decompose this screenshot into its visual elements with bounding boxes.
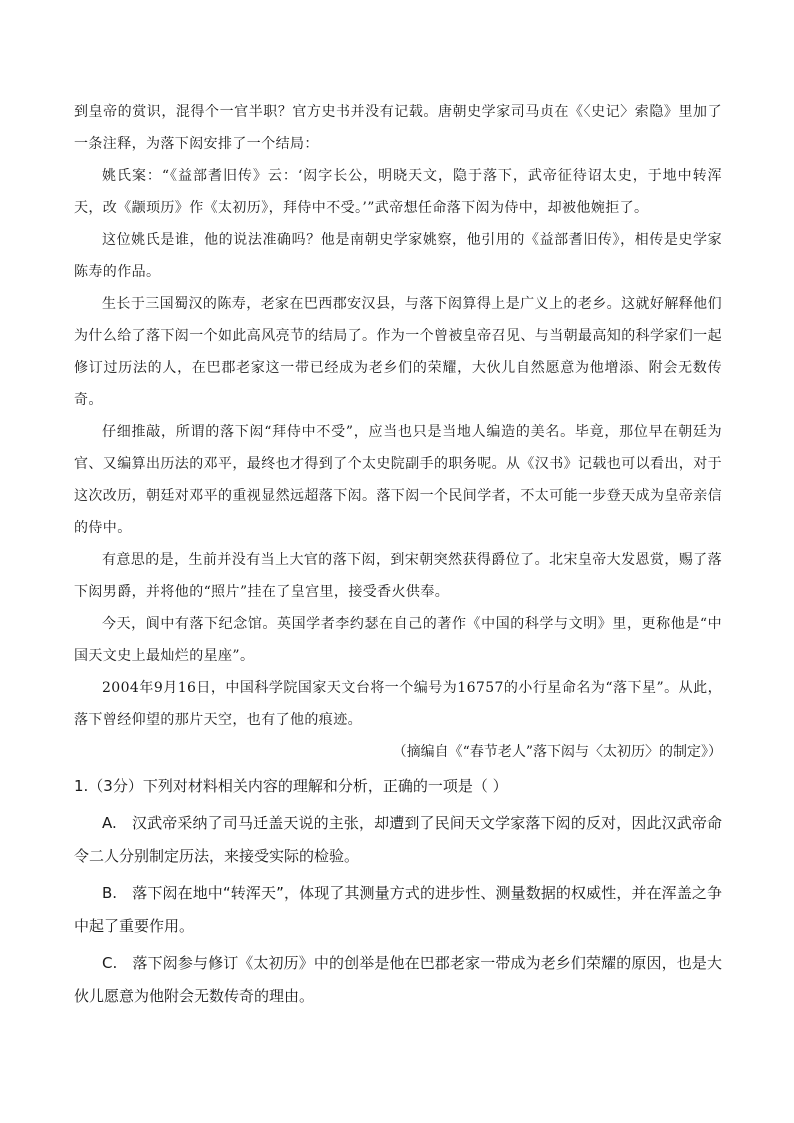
option-c: C. 落下闳参与修订《太初历》中的创举是他在巴郡老家一带成为老乡们荣耀的原因，也是大伙儿愿意为他附会无数传奇的理由。 xyxy=(74,954,722,1005)
paragraph-1: 到皇帝的赏识，混得个一官半职？官方史书并没有记载。唐朝史学家司马贞在《〈史记〉索隐》里加了一条注释，为落下闳安排了一个结局： xyxy=(74,104,722,152)
paragraph-2: 姚氏案：“《益部耆旧传》云：‘闳字长公，明晓天文，隐于落下，武帝征待诏太史，于地中转浑天，改《颛顼历》作《太初历》，拜侍中不受。’”武帝想任命落下闳为侍中，却被他婉拒了。 xyxy=(74,168,722,216)
option-b: B. 落下闳在地中“转浑天”，体现了其测量方式的进步性、测量数据的权威性，并在浑盖之争中起了重要作用。 xyxy=(74,884,722,935)
paragraph-4: 生长于三国蜀汉的陈寿，老家在巴西郡安汉县，与落下闳算得上是广义上的老乡。这就好解释他们为什么给了落下闳一个如此高风亮节的结局了。作为一个曾被皇帝召见、与当朝最高知的科学家们一起修订过历法的人，在巴郡老家这一带已经成为老乡们的荣耀，大伙儿自然愿意为他增添、附会无数传奇。 xyxy=(74,296,722,408)
question-stem: 1.（3分）下列对材料相关内容的理解和分析，正确的一项是（ ） xyxy=(74,777,508,795)
paragraph-8: 2004年9月16日，中国科学院国家天文台将一个编号为16757的小行星命名为“落下星”。从此，落下曾经仰望的那片天空，也有了他的痕迹。 xyxy=(74,680,722,728)
paragraph-7: 今天，阆中有落下纪念馆。英国学者李约瑟在自己的著作《中国的科学与文明》里，更称他是“中国天文史上最灿烂的星座”。 xyxy=(74,616,722,664)
option-a: A. 汉武帝采纳了司马迁盖天说的主张，却遭到了民间天文学家落下闳的反对，因此汉武帝命令二人分别制定历法，来接受实际的检验。 xyxy=(74,814,722,865)
paragraph-6: 有意思的是，生前并没有当上大官的落下闳，到宋朝突然获得爵位了。北宋皇帝大发恩赏，赐了落下闳男爵，并将他的“照片”挂在了皇宫里，接受香火供奉。 xyxy=(74,552,722,600)
source-citation: （摘编自《“春节老人”落下闳与〈太初历〉的制定》） xyxy=(392,744,722,760)
paragraph-5: 仔细推敲，所谓的落下闳“拜侍中不受”，应当也只是当地人编造的美名。毕竟，那位早在朝廷为官、又编算出历法的邓平，最终也才得到了个太史院副手的职务呢。从《汉书》记载也可以看出，对于这次改历，朝廷对邓平的重视显然远超落下闳。落下闳一个民间学者，不太可能一步登天成为皇帝亲信的侍中。 xyxy=(74,424,722,536)
article-body xyxy=(74,96,722,1013)
paragraph-3: 这位姚氏是谁，他的说法准确吗？他是南朝史学家姚察，他引用的《益部耆旧传》，相传是史学家陈寿的作品。 xyxy=(74,232,722,280)
